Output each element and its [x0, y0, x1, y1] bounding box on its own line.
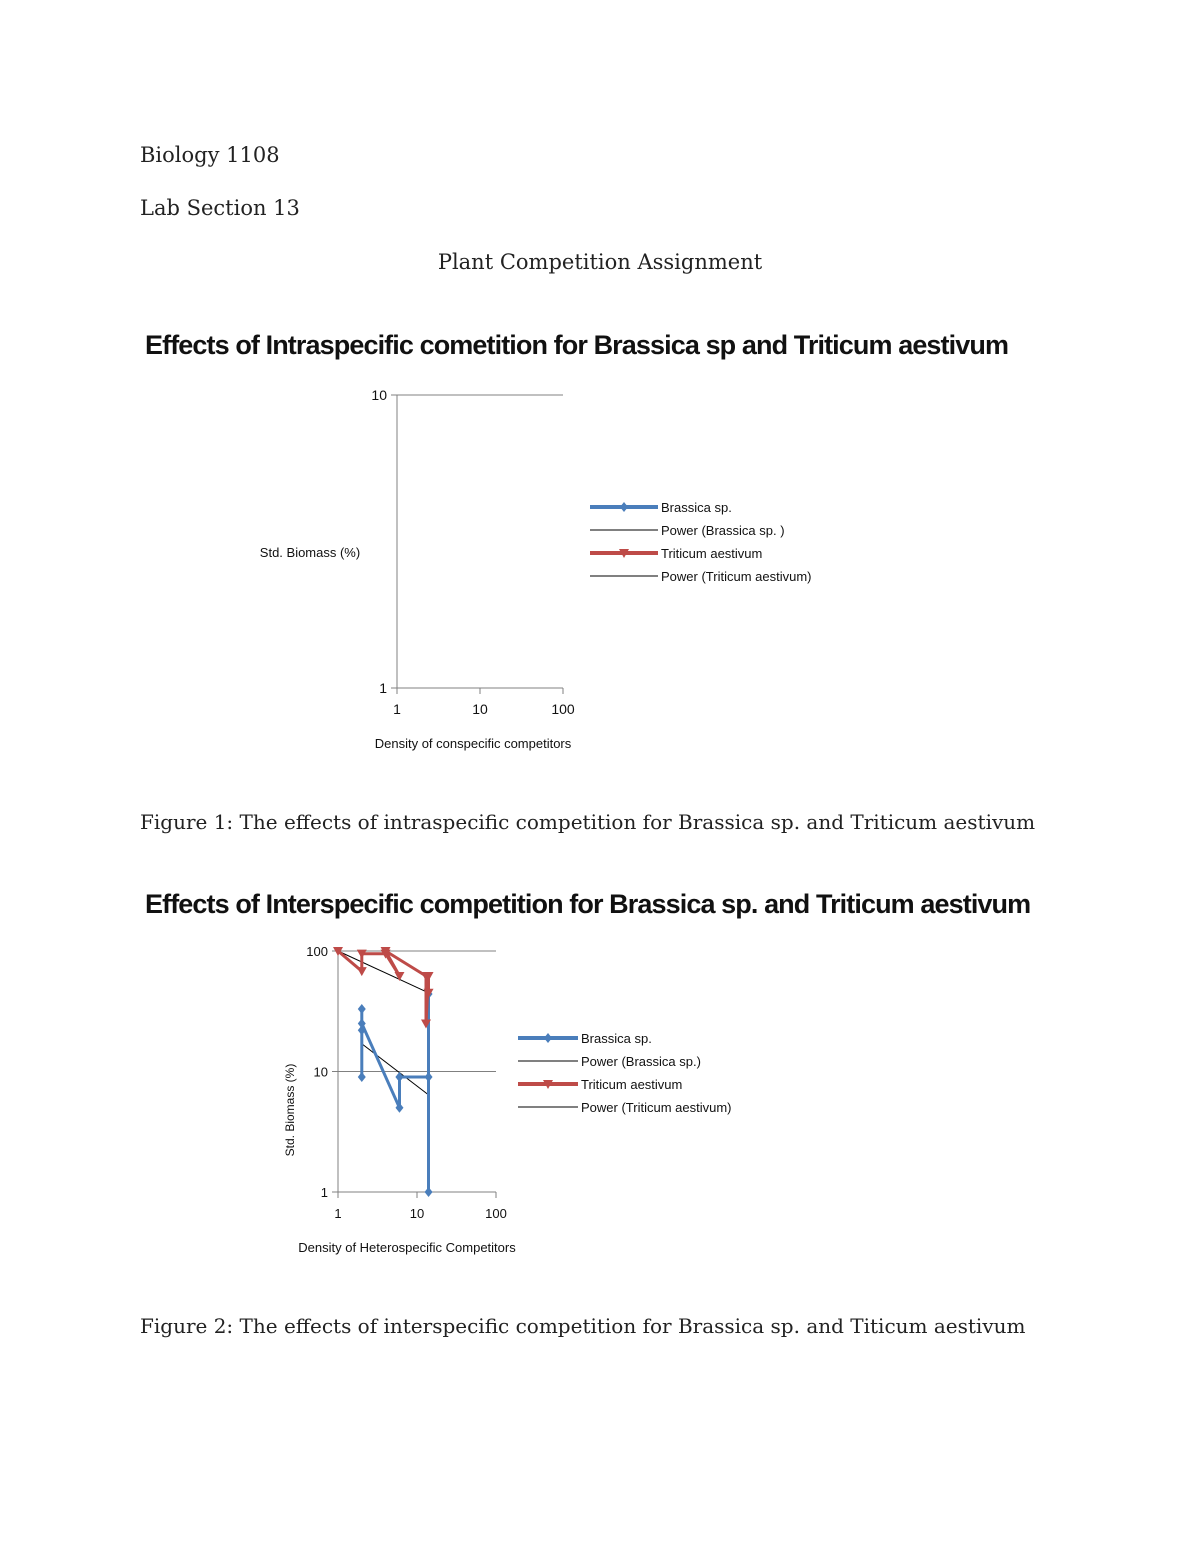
c1-x-tick-label: 100: [551, 701, 575, 717]
c2-x-tick-label: 10: [409, 1206, 425, 1221]
c2-legend-label-power-triticum: Power (Triticum aestivum): [581, 1100, 732, 1115]
lab-section: Lab Section 13: [140, 196, 300, 220]
c1-y-tick-label: 1: [379, 680, 387, 696]
c2-point-triticum: [357, 967, 367, 976]
figure2-caption: Figure 2: The effects of interspecific competition for Brassica sp. and Titicum aestivum: [140, 1314, 1026, 1338]
chart1-y-axis-label: Std. Biomass (%): [259, 545, 361, 560]
chart2-legend: [518, 1031, 731, 1115]
c2-point-triticum: [394, 972, 404, 981]
c1-legend-label-brassica: Brassica sp.: [661, 500, 732, 515]
c1-x-tick-label: 1: [393, 701, 401, 717]
c2-legend-label-power-brassica: Power (Brassica sp.): [581, 1054, 701, 1069]
c2-series-line-triticum: [338, 951, 429, 1024]
c1-legend-label-power-brassica: Power (Brassica sp. ): [661, 523, 785, 538]
c2-legend-label-triticum: Triticum aestivum: [581, 1077, 683, 1092]
chart2-title: Effects of Interspecific competition for Brassica sp. and Triticum aestivum: [145, 889, 1031, 919]
c2-trendline-brassica: [362, 1044, 429, 1095]
c2-legend-label-brassica: Brassica sp.: [581, 1031, 652, 1046]
c2-point-brassica: [395, 1072, 403, 1082]
c2-y-tick-label: 1: [320, 1185, 328, 1200]
document-title: Plant Competition Assignment: [437, 250, 763, 274]
c2-trendline-triticum: [338, 951, 429, 993]
c2-point-brassica: [425, 1187, 433, 1197]
chart2-axes: [332, 951, 496, 1198]
c2-point-brassica: [425, 1072, 433, 1082]
c2-x-tick-label: 100: [485, 1206, 507, 1221]
chart2-tick-labels: [306, 944, 507, 1221]
c2-point-brassica: [358, 1072, 366, 1082]
c2-legend-marker-brassica: [544, 1033, 552, 1043]
c2-y-tick-label: 10: [313, 1064, 328, 1080]
chart1-x-axis-label: Density of conspecific competitors: [374, 736, 572, 751]
c1-legend-label-triticum: Triticum aestivum: [661, 546, 763, 561]
chart2-x-axis-label: Density of Heterospecific Competitors: [298, 1240, 516, 1255]
course-name: Biology 1108: [140, 143, 280, 167]
c1-x-tick-label: 10: [472, 701, 488, 717]
c1-y-tick-label: 10: [371, 387, 387, 403]
figure1-caption: Figure 1: The effects of intraspecific competition for Brassica sp. and Triticum aestivum: [140, 810, 1036, 834]
c2-point-brassica: [358, 1004, 366, 1014]
c1-legend-label-power-triticum: Power (Triticum aestivum): [661, 569, 812, 584]
c2-series-line-brassica: [362, 994, 429, 1192]
chart1-title: Effects of Intraspecific cometition for Brassica sp and Triticum aestivum: [145, 330, 1009, 360]
chart2-y-axis-label: Std. Biomass (%): [283, 1063, 297, 1157]
c2-x-tick-label: 1: [334, 1206, 342, 1221]
c2-y-tick-label: 100: [306, 944, 328, 959]
